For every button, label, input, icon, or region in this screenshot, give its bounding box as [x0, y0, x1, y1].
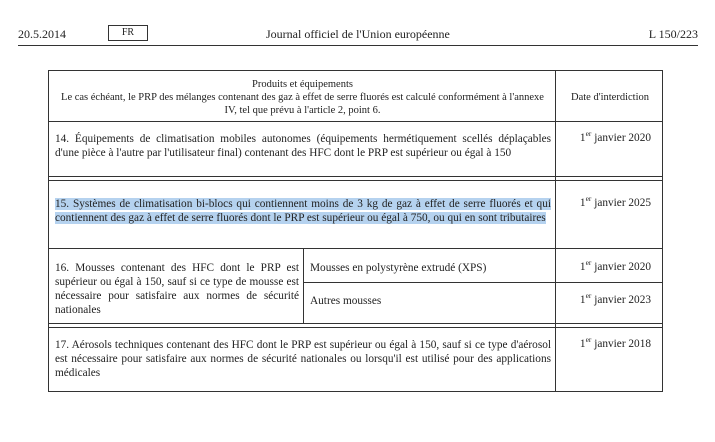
- row-divider: [49, 323, 662, 324]
- ban-date: 1er janvier 2020: [579, 258, 651, 273]
- header-products-note: Le cas échéant, le PRP des mélanges contenant des gaz à effet de serre fluorés est calculé conformément à l'annexe IV, tel que prévu à l'article 2, point 6.: [61, 92, 544, 116]
- ban-date: 1er janvier 2023: [579, 291, 651, 306]
- row-text: Mousses contenant des HFC dont le PRP est supérieur ou égal à 150, sauf si ce type de mousse est nécessaire pour satisfaire aux normes de sécurité nationales: [55, 262, 300, 316]
- row-text: Équipements de climatisation mobiles autonomes (équipements hermétiquement scellés déplaçables d'une pièce à l'autre par l'utilisateur final) contenant des HFC dont le PRP est supérieur ou égal à 150: [55, 133, 552, 159]
- row-divider: [303, 282, 662, 283]
- row-divider: [49, 248, 662, 249]
- row-text: Aérosols techniques contenant des HFC dont le PRP est supérieur ou égal à 150, sauf si ce type d'aérosol est nécessaire pour satisfaire aux normes de sécurité nationales ou lorsqu'il est utilisé pour des applications médicales: [55, 339, 551, 379]
- regulation-table: [48, 70, 663, 392]
- journal-title: Journal officiel de l'Union européenne: [266, 27, 450, 41]
- column-divider: [303, 248, 304, 323]
- row-number: 17.: [55, 339, 70, 351]
- row-divider: [49, 176, 662, 177]
- row-divider: [49, 121, 662, 122]
- row-number: 14.: [55, 133, 70, 145]
- table-header-date: Date d'interdiction: [571, 92, 649, 103]
- row-text: Systèmes de climatisation bi-blocs qui contiennent moins de 3 kg de gaz à effet de serre fluorés et qui contiennent des gaz à effet de serre fluorés dont le PRP est supérieur ou égal à 750, ou qui en sont tributaires: [55, 198, 551, 224]
- sub-row-text: Autres mousses: [310, 295, 382, 307]
- ban-date: 1er janvier 2020: [579, 129, 651, 144]
- sub-row-text: Mousses en polystyrène extrudé (XPS): [310, 262, 487, 274]
- row-number: 16.: [55, 262, 70, 274]
- row-divider: [49, 327, 662, 328]
- row-number: 15.: [55, 198, 70, 210]
- table-row-selected[interactable]: [55, 197, 551, 225]
- header-rule: [18, 45, 698, 46]
- header-date: 20.5.2014: [18, 27, 66, 41]
- ban-date: 1er janvier 2018: [579, 335, 651, 350]
- language-box: FR: [108, 25, 148, 41]
- table-row: [55, 338, 551, 380]
- ban-date: 1er janvier 2025: [579, 194, 651, 209]
- page-header: [0, 0, 715, 50]
- table-header-products: [49, 71, 556, 121]
- table-row: [55, 132, 551, 160]
- page-reference: L 150/223: [648, 27, 698, 41]
- header-products-title: Produits et équipements: [252, 79, 353, 90]
- row-divider: [49, 180, 662, 181]
- table-row: [55, 261, 299, 317]
